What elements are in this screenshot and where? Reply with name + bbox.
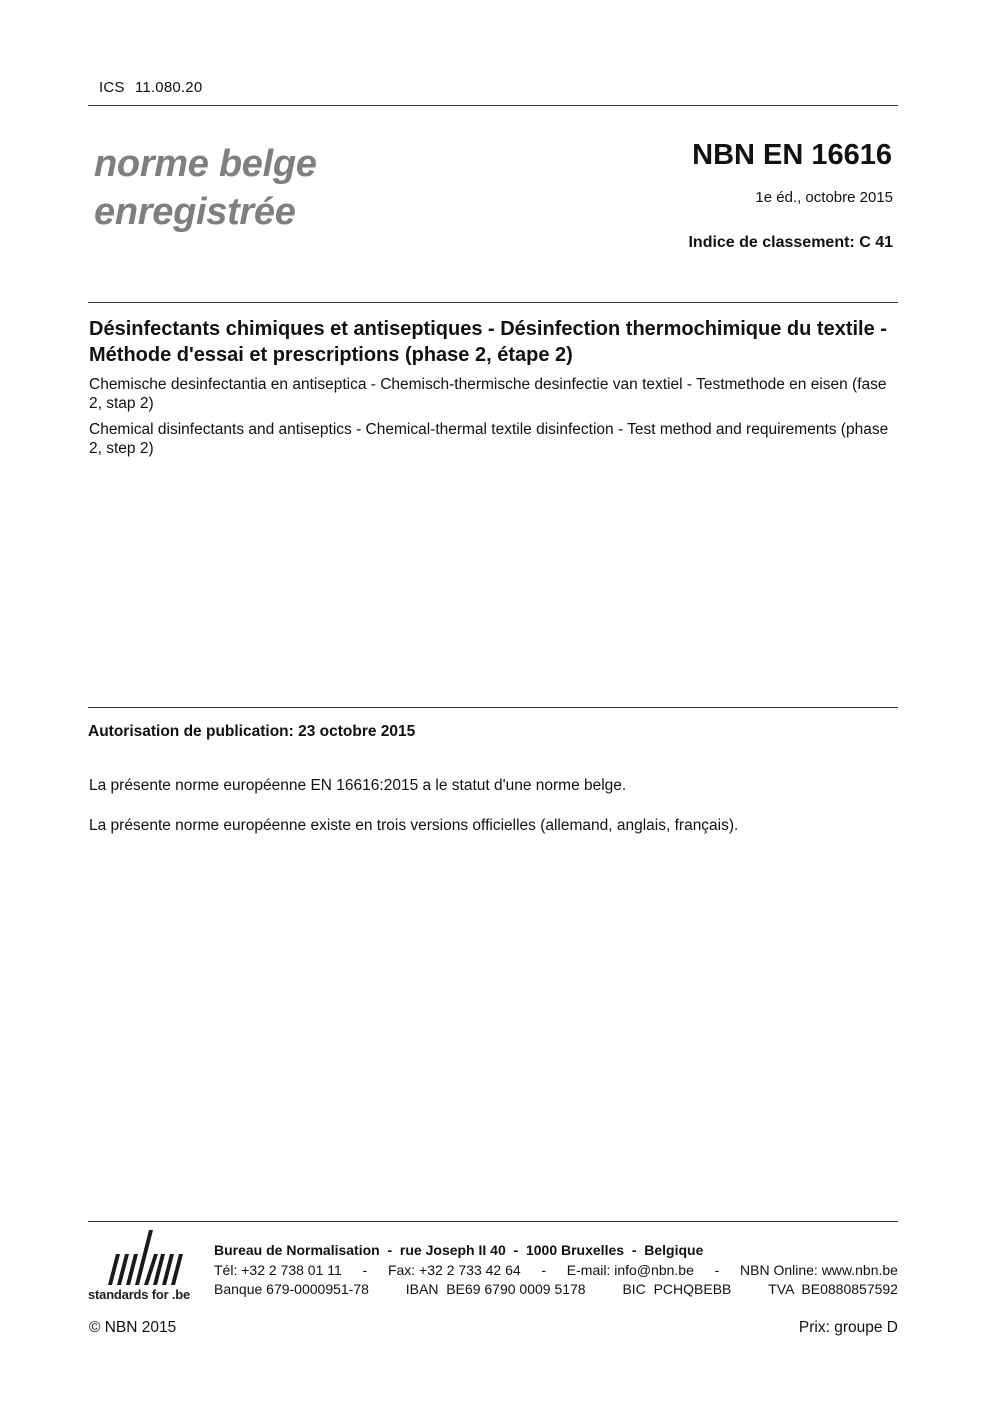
title-dutch: Chemische desinfectantia en antiseptica - Chemisch-thermische desinfectie van textiel - Testmethode en eisen (fase 2, stap 2) (89, 376, 887, 412)
ics-code: ICS 11.080.20 (99, 79, 203, 96)
logo-tagline: standards for .be (88, 1287, 191, 1302)
footer-bic: BIC PCHQBEBB (622, 1281, 732, 1297)
copyright: © NBN 2015 (89, 1319, 177, 1336)
footer-address: Bureau de Normalisation - rue Joseph II 40 - 1000 Bruxelles - Belgique (214, 1242, 704, 1258)
footer-online: NBN Online: www.nbn.be (740, 1261, 898, 1278)
price-group: Prix: groupe D (798, 1319, 898, 1336)
footer-fax: Fax: +32 2 733 42 64 (387, 1261, 521, 1278)
official-versions-statement: La présente norme européenne existe en trois versions officielles (allemand, anglais, français). (89, 817, 739, 834)
nbn-logo (86, 1228, 200, 1304)
brand-line-2: enregistrée (94, 191, 296, 233)
title-divider (88, 302, 898, 303)
separator: - (714, 1261, 720, 1278)
footer-bank-row (214, 1280, 898, 1300)
footer-divider (88, 1221, 898, 1222)
separator: - (362, 1261, 368, 1278)
title-english: Chemical disinfectants and antiseptics - Chemical-thermal textile disinfection - Test method and requirements (phase 2, step 2) (89, 421, 889, 457)
publication-authorization: Autorisation de publication: 23 octobre 2015 (88, 723, 416, 740)
footer-vat: TVA BE0880857592 (768, 1281, 898, 1297)
footer-phone: Tél: +32 2 738 01 11 (214, 1261, 342, 1278)
footer-iban: IBAN BE69 6790 0009 5178 (405, 1281, 586, 1297)
separator: - (541, 1261, 547, 1278)
brand-heading (94, 140, 317, 236)
brand-line-1: norme belge (94, 143, 317, 185)
footer-contact-row (214, 1261, 898, 1281)
classification-index: Indice de classement: C 41 (688, 234, 893, 251)
nbn-logo-mark (86, 1228, 200, 1286)
publication-divider (88, 707, 898, 708)
footer-email: E-mail: info@nbn.be (566, 1261, 694, 1278)
title-french: Désinfectants chimiques et antiseptiques - Désinfection thermochimique du textile - Méthode d'essai et prescriptions (phase 2, étape 2) (89, 318, 887, 366)
standard-number: NBN EN 16616 (692, 139, 892, 171)
footer-bank: Banque 679-0000951-78 (214, 1281, 369, 1297)
edition-date: 1e éd., octobre 2015 (755, 189, 893, 206)
status-statement: La présente norme européenne EN 16616:2015 a le statut d'une norme belge. (89, 777, 627, 794)
header-divider (88, 105, 898, 106)
footer-contact (214, 1241, 898, 1300)
